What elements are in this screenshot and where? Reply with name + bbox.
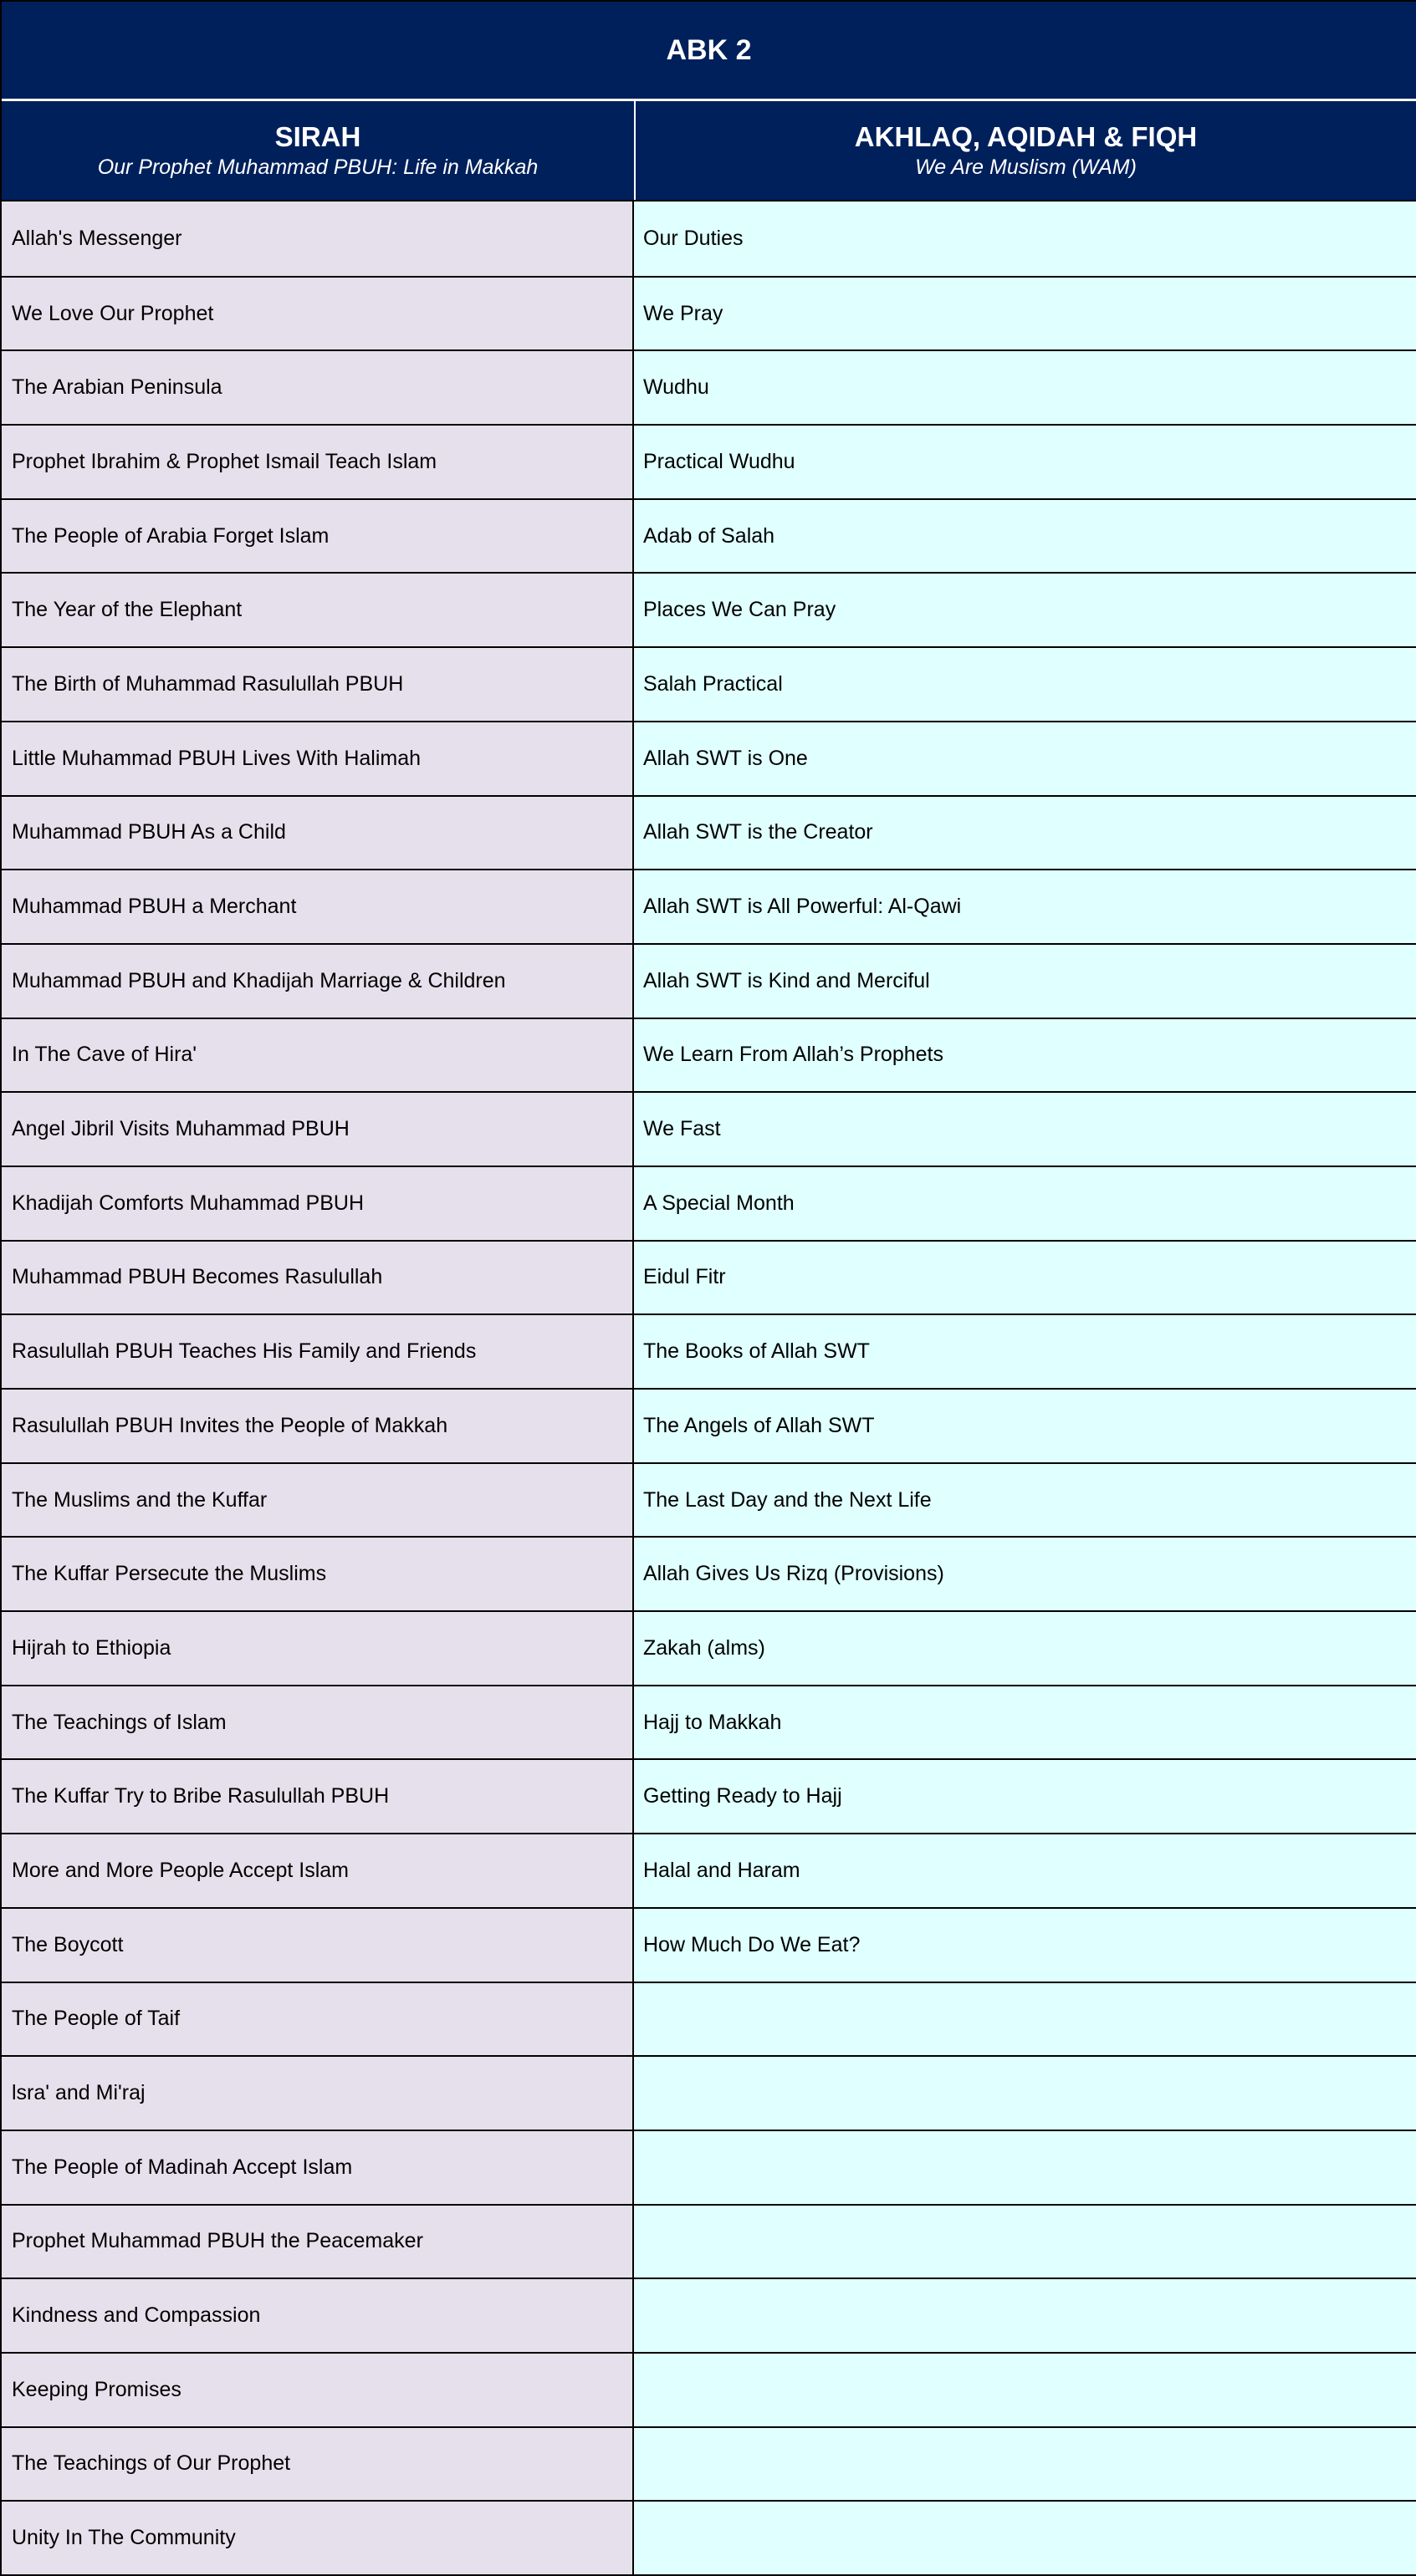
sirah-cell: Muhammad PBUH and Khadijah Marriage & Children xyxy=(2,945,634,1018)
table-row xyxy=(2,2278,1416,2352)
akhlaq-cell: Halal and Haram xyxy=(634,1834,1416,1907)
sirah-cell: The People of Taif xyxy=(2,1983,634,2056)
sirah-cell: The Arabian Peninsula xyxy=(2,351,634,424)
table-row xyxy=(2,424,1416,498)
akhlaq-cell: The Angels of Allah SWT xyxy=(634,1390,1416,1462)
table-row xyxy=(2,1018,1416,1092)
table-row xyxy=(2,1610,1416,1685)
sirah-cell: The People of Madinah Accept Islam xyxy=(2,2131,634,2204)
sirah-cell: The Muslims and the Kuffar xyxy=(2,1464,634,1537)
akhlaq-cell: Places We Can Pray xyxy=(634,574,1416,646)
akhlaq-column-title: AKHLAQ, AQIDAH & FIQH xyxy=(854,121,1198,152)
table-row xyxy=(2,1462,1416,1537)
table-row xyxy=(2,572,1416,646)
table-row xyxy=(2,1388,1416,1462)
column-header-row xyxy=(2,101,1416,201)
table-row xyxy=(2,2352,1416,2426)
akhlaq-cell: The Books of Allah SWT xyxy=(634,1315,1416,1388)
table-row xyxy=(2,1240,1416,1314)
sirah-cell: More and More People Accept Islam xyxy=(2,1834,634,1907)
sirah-cell: We Love Our Prophet xyxy=(2,278,634,350)
sirah-cell: Keeping Promises xyxy=(2,2354,634,2426)
akhlaq-cell xyxy=(634,1983,1416,2056)
sirah-column-title: SIRAH xyxy=(274,121,361,152)
table-row xyxy=(2,2204,1416,2278)
sirah-cell: Khadijah Comforts Muhammad PBUH xyxy=(2,1167,634,1240)
table-row xyxy=(2,498,1416,573)
akhlaq-column-subtitle: We Are Muslism (WAM) xyxy=(915,156,1137,179)
akhlaq-cell: Allah SWT is One xyxy=(634,722,1416,795)
table-row xyxy=(2,2500,1416,2574)
sirah-cell: Rasulullah PBUH Teaches His Family and Friends xyxy=(2,1315,634,1388)
sirah-cell: Unity In The Community xyxy=(2,2502,634,2574)
table-row xyxy=(2,943,1416,1018)
sirah-cell: The Year of the Elephant xyxy=(2,574,634,646)
sirah-cell: Prophet Ibrahim & Prophet Ismail Teach Islam xyxy=(2,426,634,498)
akhlaq-cell xyxy=(634,2206,1416,2278)
table-row xyxy=(2,795,1416,870)
sirah-cell: Hijrah to Ethiopia xyxy=(2,1612,634,1685)
akhlaq-cell: Wudhu xyxy=(634,351,1416,424)
table-row xyxy=(2,2055,1416,2130)
akhlaq-cell: Getting Ready to Hajj xyxy=(634,1760,1416,1833)
sirah-cell: The Kuffar Try to Bribe Rasulullah PBUH xyxy=(2,1760,634,1833)
table-row xyxy=(2,646,1416,721)
sirah-cell: Allah's Messenger xyxy=(2,201,634,276)
akhlaq-cell: Practical Wudhu xyxy=(634,426,1416,498)
akhlaq-cell xyxy=(634,2428,1416,2501)
sirah-cell: Angel Jibril Visits Muhammad PBUH xyxy=(2,1093,634,1166)
table-row xyxy=(2,1091,1416,1166)
table-row xyxy=(2,1907,1416,1982)
table-row xyxy=(2,201,1416,276)
table-row xyxy=(2,2426,1416,2501)
sirah-cell: The Boycott xyxy=(2,1909,634,1982)
akhlaq-cell: Eidul Fitr xyxy=(634,1242,1416,1314)
sirah-cell: The Birth of Muhammad Rasulullah PBUH xyxy=(2,648,634,721)
akhlaq-cell: We Pray xyxy=(634,278,1416,350)
table-row xyxy=(2,1758,1416,1833)
table-row xyxy=(2,276,1416,350)
sirah-cell: The People of Arabia Forget Islam xyxy=(2,500,634,573)
sirah-cell: Muhammad PBUH As a Child xyxy=(2,797,634,870)
akhlaq-cell: Our Duties xyxy=(634,201,1416,276)
akhlaq-column-header xyxy=(636,101,1416,200)
sirah-cell: Kindness and Compassion xyxy=(2,2279,634,2352)
akhlaq-cell xyxy=(634,2057,1416,2130)
sirah-cell: Little Muhammad PBUH Lives With Halimah xyxy=(2,722,634,795)
sirah-cell: The Teachings of Islam xyxy=(2,1686,634,1759)
table-row xyxy=(2,721,1416,795)
sirah-cell: The Kuffar Persecute the Muslims xyxy=(2,1538,634,1610)
table-row xyxy=(2,349,1416,424)
akhlaq-cell: Allah SWT is Kind and Merciful xyxy=(634,945,1416,1018)
akhlaq-cell: Allah SWT is the Creator xyxy=(634,797,1416,870)
akhlaq-cell xyxy=(634,2279,1416,2352)
table-row xyxy=(2,1314,1416,1388)
table-row xyxy=(2,1166,1416,1240)
table-title: ABK 2 xyxy=(2,2,1416,101)
akhlaq-cell xyxy=(634,2502,1416,2574)
sirah-cell: Rasulullah PBUH Invites the People of Makkah xyxy=(2,1390,634,1462)
sirah-cell: Prophet Muhammad PBUH the Peacemaker xyxy=(2,2206,634,2278)
akhlaq-cell: We Learn From Allah’s Prophets xyxy=(634,1019,1416,1092)
akhlaq-cell: Allah Gives Us Rizq (Provisions) xyxy=(634,1538,1416,1610)
akhlaq-cell xyxy=(634,2354,1416,2426)
akhlaq-cell: The Last Day and the Next Life xyxy=(634,1464,1416,1537)
akhlaq-cell: Zakah (alms) xyxy=(634,1612,1416,1685)
sirah-cell: lsra' and Mi'raj xyxy=(2,2057,634,2130)
akhlaq-cell: A Special Month xyxy=(634,1167,1416,1240)
akhlaq-cell: We Fast xyxy=(634,1093,1416,1166)
table-row xyxy=(2,2130,1416,2204)
akhlaq-cell: Hajj to Makkah xyxy=(634,1686,1416,1759)
akhlaq-cell xyxy=(634,2131,1416,2204)
table-row xyxy=(2,1685,1416,1759)
sirah-cell: Muhammad PBUH Becomes Rasulullah xyxy=(2,1242,634,1314)
sirah-column-header xyxy=(2,101,636,200)
table-row xyxy=(2,1982,1416,2056)
sirah-cell: In The Cave of Hira' xyxy=(2,1019,634,1092)
akhlaq-cell: How Much Do We Eat? xyxy=(634,1909,1416,1982)
table-body xyxy=(2,201,1416,2574)
table-row xyxy=(2,1536,1416,1610)
sirah-cell: The Teachings of Our Prophet xyxy=(2,2428,634,2501)
akhlaq-cell: Salah Practical xyxy=(634,648,1416,721)
table-row xyxy=(2,869,1416,943)
akhlaq-cell: Adab of Salah xyxy=(634,500,1416,573)
table-row xyxy=(2,1833,1416,1907)
sirah-cell: Muhammad PBUH a Merchant xyxy=(2,870,634,943)
akhlaq-cell: Allah SWT is All Powerful: Al-Qawi xyxy=(634,870,1416,943)
sirah-column-subtitle: Our Prophet Muhammad PBUH: Life in Makkah xyxy=(97,156,539,179)
